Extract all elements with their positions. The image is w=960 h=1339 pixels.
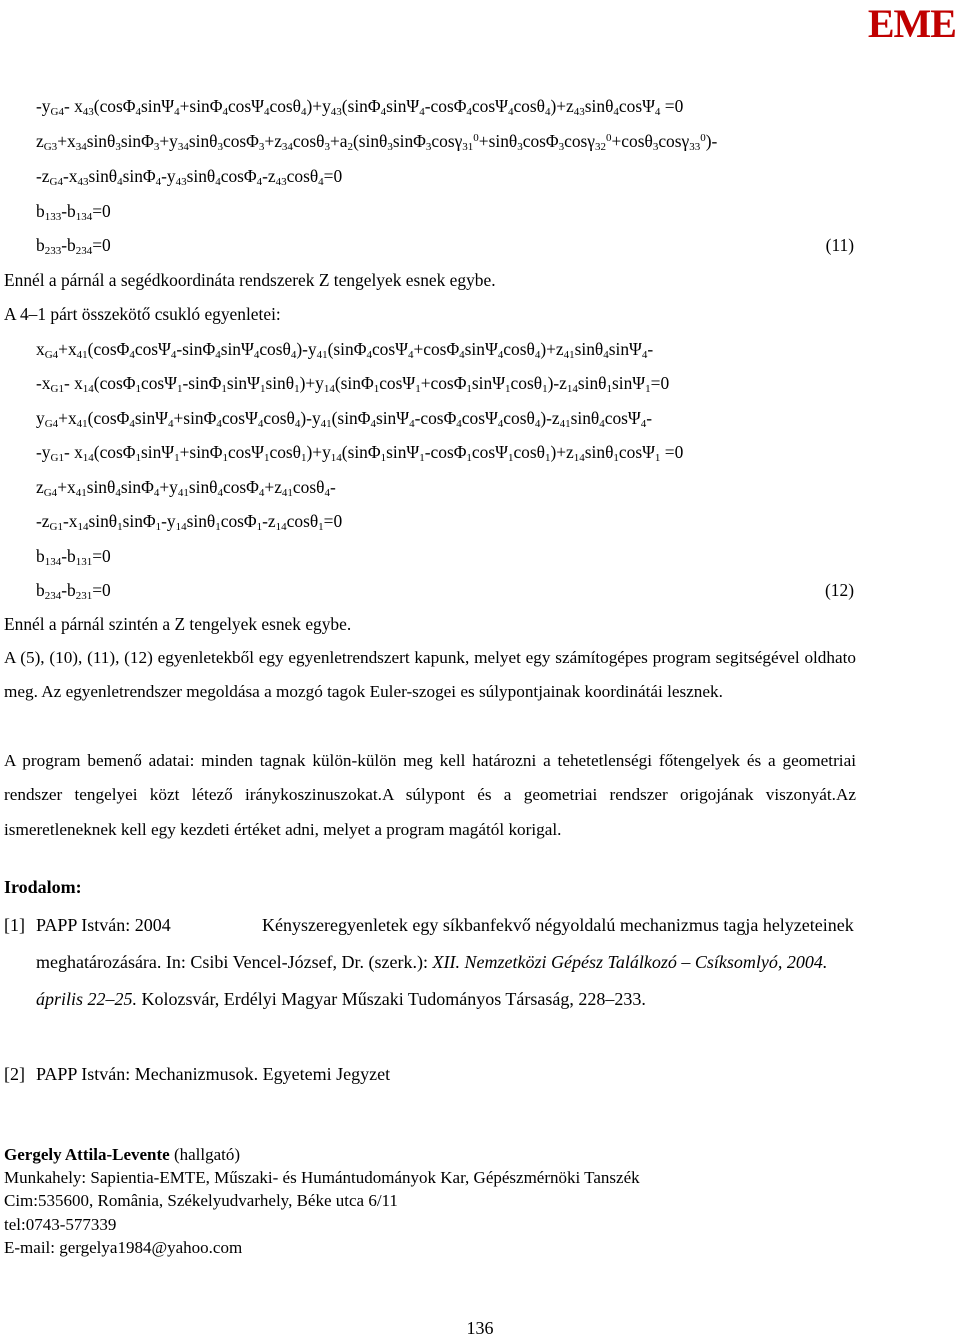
reference-title: Kényszeregyenletek egy síkbanfekvő négyoldalú mechanizmus tagja helyzeteinek meghatározására. bbox=[36, 915, 854, 972]
author-email: E-mail: gergelya1984@yahoo.com bbox=[4, 1237, 243, 1257]
equation-line: $-z_{G1}-x_{14}\sin\theta_1\sin\Phi_1-y_{14}\sin\theta_1\cos\Phi_1-z_{14}\cos\theta_1=0$ bbox=[36, 511, 343, 533]
author-name: Gergely Attila-Levente bbox=[4, 1145, 170, 1164]
equation-line: $b_{134}-b_{131}=0$ bbox=[36, 546, 111, 568]
author-address: Cim:535600, România, Székelyudvarhely, Béke utca 6/11 bbox=[4, 1191, 398, 1211]
equation-line: $z_{G4}+x_{41}\sin\theta_4\sin\Phi_4+y_{41}\sin\theta_4\cos\Phi_4+z_{41}\cos\theta_4-$ bbox=[36, 477, 336, 499]
reference-item bbox=[4, 1056, 856, 1093]
paragraph: A program bemenő adatai: minden tagnak külön-külön meg kell határozni a tehetetlenségi főtengelyek és a geometriai rendszer tengelyei közt létező iránykoszinuszokat.A súlypont és a geometriai rendszer origojának viszonyát.Az ismeretleneknek kell egy kezdeti értéket adni, melyet a program magától korigal. bbox=[4, 751, 856, 839]
equation-line: $-x_{G1}-$ $x_{14}(\cos\Phi_1\cos\Psi_1-\sin\Phi_1\sin\Psi_1\sin\theta_1)+y_{14}(\sin\Phi_1\cos\Psi_1+\cos\Phi_1\sin\Psi_1\cos\theta_1)-z_{14}\sin\theta_1\sin\Psi_1=0$ bbox=[36, 373, 670, 395]
equation-line: $b_{233}-b_{234}=0$ bbox=[36, 235, 111, 257]
reference-in: In: Csibi Vencel-József, Dr. (szerk.): bbox=[165, 952, 429, 972]
body-text: A 4‒1 párt összekötő csukló egyenletei: bbox=[4, 304, 281, 324]
references-heading: Irodalom: bbox=[4, 877, 82, 897]
equation-line: $-y_{G4}-$ $x_{43}(\cos\Phi_4\sin\Psi_4+\sin\Phi_4\cos\Psi_4\cos\theta_4)+y_{43}(\sin\Phi_4\sin\Psi_4-\cos\Phi_4\cos\Psi_4\cos\theta_4)+z_{43}\sin\theta_4\cos\Psi_4 =0$ bbox=[36, 96, 684, 118]
equation-line: $-y_{G1}-$ $x_{14}(\cos\Phi_1\sin\Psi_1+\sin\Phi_1\cos\Psi_1\cos\theta_1)+y_{14}(\sin\Phi_1\sin\Psi_1-\cos\Phi_1\cos\Psi_1\cos\theta_1)+z_{14}\sin\theta_1\cos\Psi_1 =0$ bbox=[36, 442, 684, 464]
author-role: (hallgató) bbox=[173, 1145, 241, 1164]
author-workplace: Munkahely: Sapientia-EMTE, Műszaki- és Humántudományok Kar, Gépészmérnöki Tanszék bbox=[4, 1168, 640, 1188]
equation-number: (11) bbox=[825, 235, 854, 255]
page-number: 136 bbox=[466, 1318, 494, 1338]
author-block bbox=[4, 1143, 640, 1259]
equation-line: $x_{G4}+x_{41}(\cos\Phi_4\cos\Psi_4-\sin\Phi_4\sin\Psi_4\cos\theta_4)-y_{41}(\sin\Phi_4\cos\Psi_4+\cos\Phi_4\sin\Psi_4\cos\theta_4)+z_{41}\sin\theta_4\sin\Psi_4-$ bbox=[36, 339, 654, 361]
reference-venue: XII. Nemzetközi Gépész Találkozó – Csíksomlyó, 2004. április 22–25. bbox=[36, 952, 828, 1009]
equation-line: $-z_{G4}-x_{43}\sin\theta_4\sin\Phi_4-y_{43}\sin\theta_4\cos\Phi_4-z_{43}\cos\theta_4=0$ bbox=[36, 166, 343, 188]
body-text: Ennél a párnál szintén a Z tengelyek esnek egybe. bbox=[4, 614, 352, 634]
body-text: Ennél a párnál a segédkoordináta rendszerek Z tengelyek esnek egybe. bbox=[4, 270, 496, 290]
equation-line: $z_{G3}+x_{34}\sin\theta_3\sin\Phi_3+y_{34}\sin\theta_3\cos\Phi_3+z_{34}\cos\theta_3+a_2(\sin\theta_3\sin\Phi_3\cos\gamma_{31}^0+\sin\theta_3\cos\Phi_3\cos\gamma_{32}^0+\cos\theta_3\cos\gamma_{33}^0)-$ bbox=[36, 131, 718, 153]
equation-line: $y_{G4}+x_{41}(\cos\Phi_4\sin\Psi_4+\sin\Phi_4\cos\Psi_4\cos\theta_4)-y_{41}(\sin\Phi_4\sin\Psi_4-\cos\Phi_4\cos\Psi_4\cos\theta_4)-z_{41}\sin\theta_4\cos\Psi_4-$ bbox=[36, 408, 653, 430]
reference-author: PAPP István: 2004 bbox=[36, 915, 171, 935]
equation-line: $b_{133}-b_{134}=0$ bbox=[36, 201, 111, 223]
reference-author: PAPP István: Mechanizmusok. Egyetemi Jegyzet bbox=[36, 1064, 391, 1084]
paragraph: A (5), (10), (11), (12) egyenletekből egy egyenletrendszert kapunk, melyet egy számítogépes program segitségével oldhato meg. Az egyenletrendszer megoldása a mozgó tagok Euler-szogei es súlypontjainak koordinátái lesznek. bbox=[4, 648, 856, 702]
equation-number: (12) bbox=[825, 580, 854, 600]
reference-number: [2] bbox=[4, 1064, 25, 1084]
equation-line: $b_{234}-b_{231}=0$ bbox=[36, 580, 111, 602]
author-phone: tel:0743-577339 bbox=[4, 1214, 117, 1234]
reference-publisher: Kolozsvár, Erdélyi Magyar Műszaki Tudományos Társaság, 228–233. bbox=[141, 989, 646, 1009]
reference-item bbox=[4, 907, 856, 1018]
eme-logo: EME bbox=[867, 1, 956, 46]
reference-number: [1] bbox=[4, 915, 25, 935]
